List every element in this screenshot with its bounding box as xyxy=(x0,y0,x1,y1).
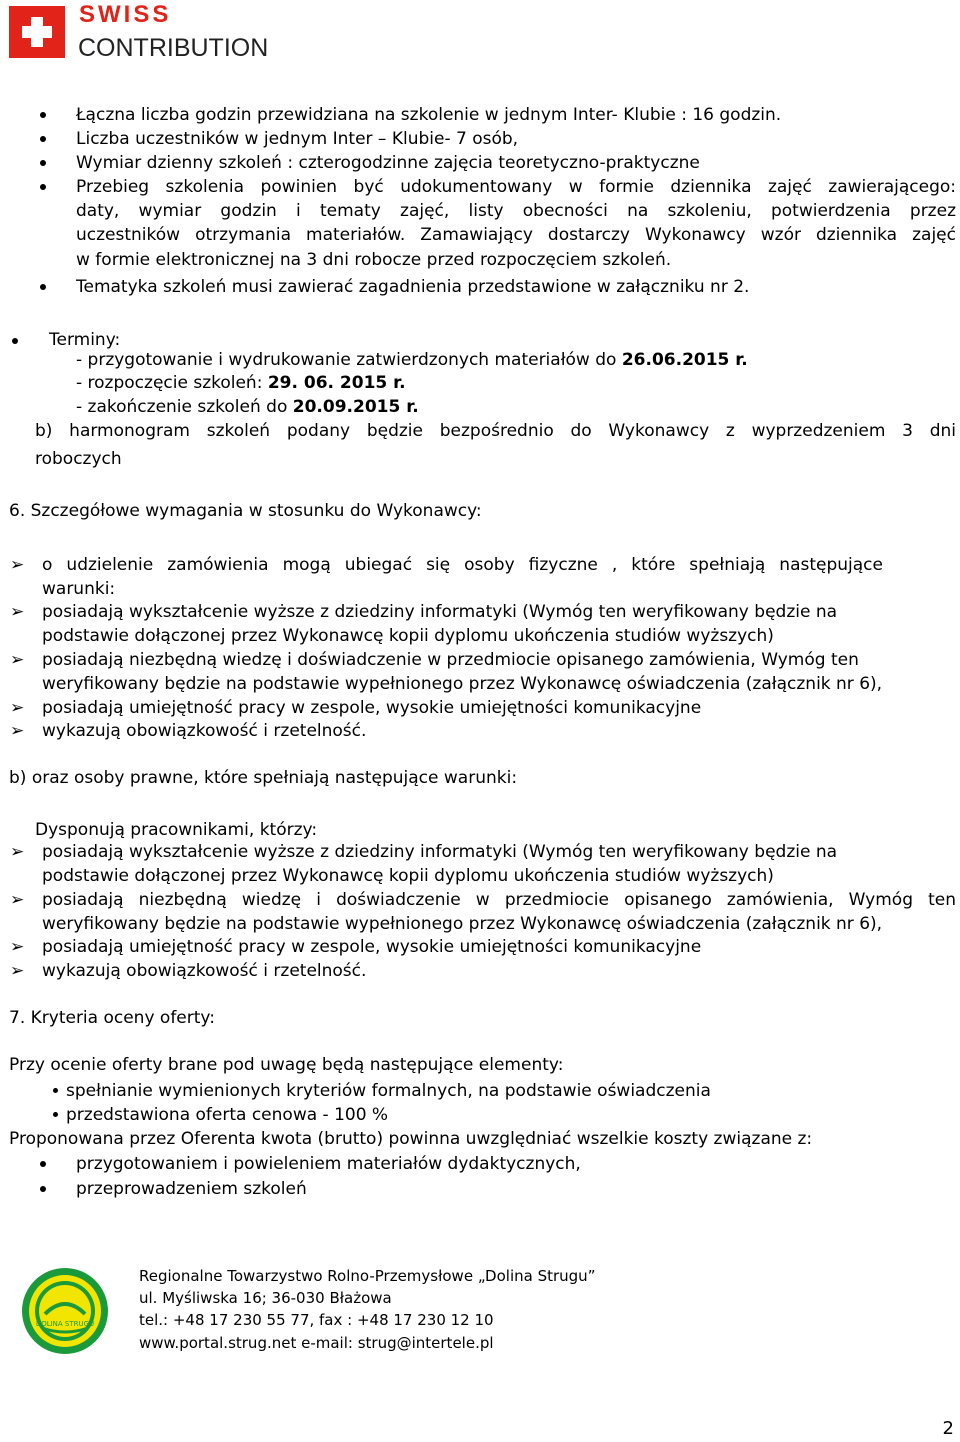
arrow-bullet-icon: ➢ xyxy=(10,842,25,862)
bullet-dot-icon xyxy=(53,1112,58,1117)
costs-intro: Proponowana przez Oferenta kwota (brutto) powinna uwzględniać wszelkie koszty związane z: xyxy=(9,1129,813,1149)
requirement-item: posiadają wykształcenie wyższe z dziedziny informatyki (Wymóg ten weryfikowany będzie na xyxy=(42,842,838,862)
swiss-cross-logo xyxy=(9,6,65,58)
requirement-item: posiadają niezbędną wiedzę i doświadczenie w przedmiocie opisanego zamówienia, Wymóg ten xyxy=(42,650,859,670)
bullet-item-cont: daty, wymiar godzin i tematy zajęć, listy obecności na szkoleniu, potwierdzenia przez xyxy=(76,201,956,221)
bullet-dot-icon xyxy=(40,1186,46,1192)
brand-title: SWISS xyxy=(79,1,172,28)
arrow-bullet-icon: ➢ xyxy=(10,698,25,718)
cost-item: przygotowaniem i powieleniem materiałów dydaktycznych, xyxy=(76,1154,581,1174)
criteria-item: przedstawiona oferta cenowa - 100 % xyxy=(66,1105,389,1125)
bullet-dot-icon xyxy=(12,338,18,344)
footer-web: www.portal.strug.net e-mail: strug@intertele.pl xyxy=(139,1334,494,1352)
page-number: 2 xyxy=(942,1418,954,1439)
section-6-b-lead: Dysponują pracownikami, którzy: xyxy=(35,820,318,840)
terms-item: - przygotowanie i wydrukowanie zatwierdzonych materiałów do 26.06.2015 r. xyxy=(76,350,748,370)
bullet-item: Łączna liczba godzin przewidziana na szkolenie w jednym Inter- Klubie : 16 godzin. xyxy=(76,105,782,125)
bullet-item: Wymiar dzienny szkoleń : czterogodzinne zajęcia teoretyczno-praktyczne xyxy=(76,153,700,173)
footer-org: Regionalne Towarzystwo Rolno-Przemysłowe „Dolina Strugu” xyxy=(139,1267,596,1285)
schedule-note-cont: roboczych xyxy=(35,449,122,469)
bullet-dot-icon xyxy=(40,112,46,118)
bullet-item-cont: w formie elektronicznej na 3 dni robocze przed rozpoczęciem szkoleń. xyxy=(76,250,672,270)
footer-address: ul. Myśliwska 16; 36-030 Błażowa xyxy=(139,1289,392,1307)
requirement-item-cont: weryfikowany będzie na podstawie wypełnionego przez Wykonawcę oświadczenia (załącznik nr 6), xyxy=(42,674,883,694)
arrow-bullet-icon: ➢ xyxy=(10,937,25,957)
section-6-b-heading: b) oraz osoby prawne, które spełniają następujące warunki: xyxy=(9,768,518,788)
arrow-bullet-icon: ➢ xyxy=(10,650,25,670)
footer-phone: tel.: +48 17 230 55 77, fax : +48 17 230 12 10 xyxy=(139,1311,494,1329)
terms-heading: Terminy: xyxy=(49,330,121,350)
terms-date: 29. 06. 2015 r. xyxy=(267,373,406,393)
terms-item: - zakończenie szkoleń do 20.09.2015 r. xyxy=(76,397,419,417)
cost-item: przeprowadzeniem szkoleń xyxy=(76,1179,307,1199)
schedule-note: b) harmonogram szkoleń podany będzie bezpośrednio do Wykonawcy z wyprzedzeniem 3 dni xyxy=(35,421,956,441)
section-6-lead-cont: warunki: xyxy=(42,579,116,599)
requirement-item: wykazują obowiązkowość i rzetelność. xyxy=(42,721,367,741)
bullet-dot-icon xyxy=(40,184,46,190)
arrow-bullet-icon: ➢ xyxy=(10,721,25,741)
requirement-item: posiadają umiejętność pracy w zespole, wysokie umiejętności komunikacyjne xyxy=(42,698,702,718)
requirement-item: posiadają niezbędną wiedzę i doświadczenie w przedmiocie opisanego zamówienia, Wymóg ten xyxy=(42,890,956,910)
requirement-item: posiadają wykształcenie wyższe z dziedziny informatyki (Wymóg ten weryfikowany będzie na xyxy=(42,602,838,622)
section-6-lead: o udzielenie zamówienia mogą ubiegać się osoby fizyczne , które spełniają następujące xyxy=(42,555,883,575)
requirement-item: wykazują obowiązkowość i rzetelność. xyxy=(42,961,367,981)
terms-item: - rozpoczęcie szkoleń: 29. 06. 2015 r. xyxy=(76,373,406,393)
dolina-strugu-logo xyxy=(20,1266,110,1356)
section-6-heading: 6. Szczegółowe wymagania w stosunku do Wykonawcy: xyxy=(9,501,482,521)
arrow-bullet-icon: ➢ xyxy=(10,890,25,910)
arrow-bullet-icon: ➢ xyxy=(10,555,25,575)
bullet-item: Przebieg szkolenia powinien być udokumentowany w formie dziennika zajęć zawierającego: xyxy=(76,177,956,197)
bullet-dot-icon xyxy=(40,284,46,290)
brand-subtitle: CONTRIBUTION xyxy=(78,34,269,62)
requirement-item: posiadają umiejętność pracy w zespole, wysokie umiejętności komunikacyjne xyxy=(42,937,702,957)
bullet-dot-icon xyxy=(53,1088,58,1093)
requirement-item-cont: podstawie dołączonej przez Wykonawcę kopii dyplomu ukończenia studiów wyższych) xyxy=(42,866,774,886)
bullet-dot-icon xyxy=(40,1161,46,1167)
criteria-item: spełnianie wymienionych kryteriów formalnych, na podstawie oświadczenia xyxy=(66,1081,711,1101)
bullet-dot-icon xyxy=(40,160,46,166)
arrow-bullet-icon: ➢ xyxy=(10,602,25,622)
section-7-intro: Przy ocenie oferty brane pod uwagę będą następujące elementy: xyxy=(9,1055,564,1075)
svg-text:DOLINA STRUGU: DOLINA STRUGU xyxy=(35,1320,95,1328)
bullet-item: Liczba uczestników w jednym Inter – Klubie- 7 osób, xyxy=(76,129,519,149)
bullet-dot-icon xyxy=(40,136,46,142)
terms-date: 20.09.2015 r. xyxy=(292,397,419,417)
bullet-item-cont: uczestników otrzymania materiałów. Zamawiający dostarczy Wykonawcy wzór dziennika zajęć xyxy=(76,225,956,245)
bullet-item: Tematyka szkoleń musi zawierać zagadnienia przedstawione w załączniku nr 2. xyxy=(76,277,750,297)
arrow-bullet-icon: ➢ xyxy=(10,961,25,981)
requirement-item-cont: podstawie dołączonej przez Wykonawcę kopii dyplomu ukończenia studiów wyższych) xyxy=(42,626,774,646)
requirement-item-cont: weryfikowany będzie na podstawie wypełnionego przez Wykonawcę oświadczenia (załącznik nr 6), xyxy=(42,914,883,934)
section-7-heading: 7. Kryteria oceny oferty: xyxy=(9,1008,215,1028)
terms-date: 26.06.2015 r. xyxy=(621,350,748,370)
